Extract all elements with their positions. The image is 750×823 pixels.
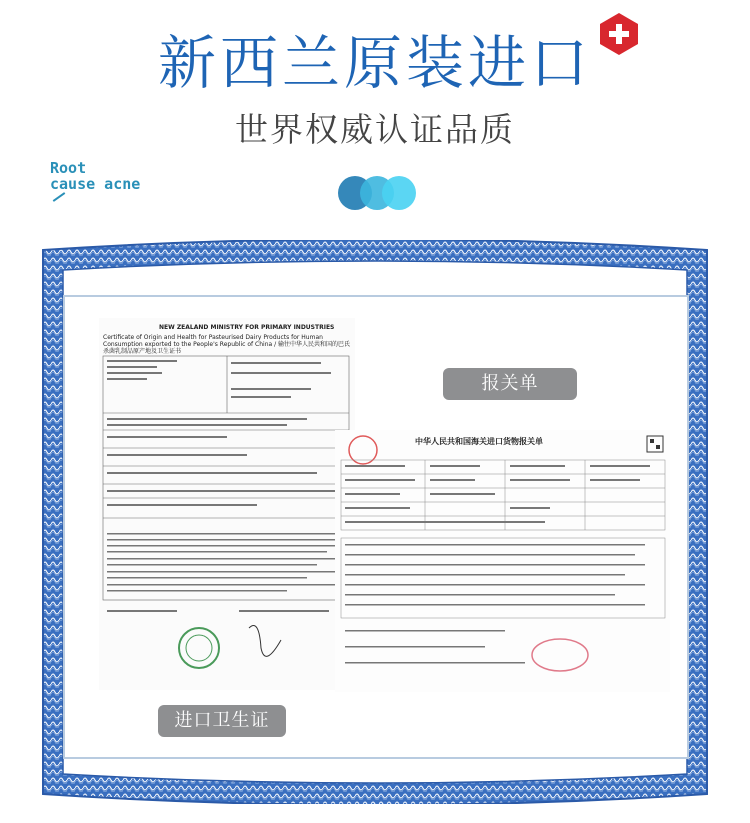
customs-declaration-label: 报关单 xyxy=(443,368,577,400)
ministry-heading: NEW ZEALAND MINISTRY FOR PRIMARY INDUSTRIES xyxy=(159,324,335,331)
health-certificate-document xyxy=(99,318,355,690)
cert-title: Certificate of Origin and Health for Pasteurised Dairy Products for Human Consumption exported to the People's Republic of China / 输往中华人民共和国的巴氏杀菌乳制品原产地及卫生证书 xyxy=(103,334,351,355)
health-certificate-label: 进口卫生证 xyxy=(158,705,286,737)
side-slash-decoration xyxy=(53,192,66,202)
dot-3 xyxy=(382,176,416,210)
side-text-line2: cause acne xyxy=(50,175,141,193)
customs-declaration-document xyxy=(335,430,670,692)
page-subtitle: 世界权威认证品质 xyxy=(235,110,515,149)
page-title: 新西兰原装进口 xyxy=(157,29,592,97)
health-certificate-body xyxy=(99,318,355,690)
customs-declaration-body xyxy=(335,430,670,692)
customs-form-title: 中华人民共和国海关进口货物报关单 xyxy=(415,437,543,446)
three-dots-decoration xyxy=(338,176,418,212)
plus-cross-badge-icon xyxy=(597,12,641,56)
side-text-line1: Root xyxy=(50,159,87,177)
side-english-text xyxy=(50,160,140,192)
